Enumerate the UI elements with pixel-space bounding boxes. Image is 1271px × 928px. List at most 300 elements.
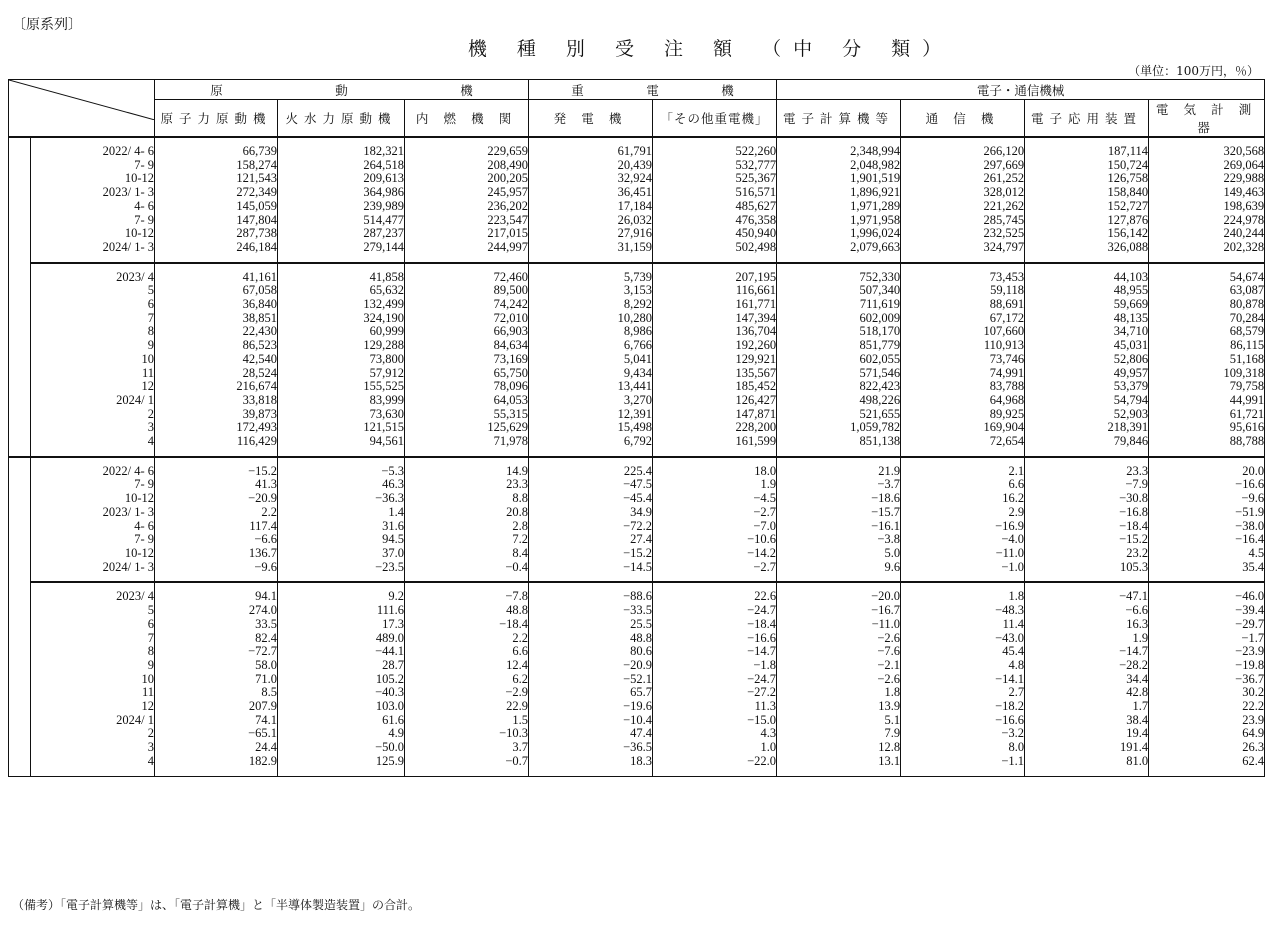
value-cell: 54,674 xyxy=(1149,271,1265,285)
value-cell: 79,846 xyxy=(1025,435,1149,449)
value-cell: −2.1 xyxy=(777,659,901,673)
side-label xyxy=(32,631,46,775)
value-cell: 147,871 xyxy=(653,408,777,422)
value-cell: 158,840 xyxy=(1025,186,1149,200)
value-cell: −72.7 xyxy=(155,645,278,659)
value-cell: 324,797 xyxy=(901,241,1025,255)
period-cell: 2022/ 4- 6 xyxy=(48,465,155,479)
period-cell: 2024/ 1- 3 xyxy=(48,241,155,255)
value-cell: 269,064 xyxy=(1149,159,1265,173)
value-cell: 22,430 xyxy=(155,325,278,339)
value-cell: 31.6 xyxy=(278,520,405,534)
value-cell: 225.4 xyxy=(529,465,653,479)
value-cell: 73,453 xyxy=(901,271,1025,285)
value-cell: −0.7 xyxy=(405,755,529,769)
value-cell: 822,423 xyxy=(777,380,901,394)
value-cell: 320,568 xyxy=(1149,145,1265,159)
side-label xyxy=(16,228,23,272)
value-cell: −48.3 xyxy=(901,604,1025,618)
value-cell: −11.0 xyxy=(901,547,1025,561)
period-cell: 7- 9 xyxy=(48,478,155,492)
value-cell: 521,655 xyxy=(777,408,901,422)
value-cell: 126,427 xyxy=(653,394,777,408)
value-cell: 64,053 xyxy=(405,394,529,408)
value-cell: 274.0 xyxy=(155,604,278,618)
value-cell: 72,010 xyxy=(405,312,529,326)
value-cell: 182.9 xyxy=(155,755,278,769)
table-row xyxy=(9,271,1265,285)
value-cell: 602,055 xyxy=(777,353,901,367)
value-cell: 272,349 xyxy=(155,186,278,200)
value-cell: 45.4 xyxy=(901,645,1025,659)
period-cell: 5 xyxy=(48,284,155,298)
value-cell: 66,903 xyxy=(405,325,529,339)
value-cell: 2,048,982 xyxy=(777,159,901,173)
value-cell: 711,619 xyxy=(777,298,901,312)
value-cell: −16.4 xyxy=(1149,533,1265,547)
value-cell: 26,032 xyxy=(529,214,653,228)
table-row xyxy=(9,659,1265,673)
period-cell: 8 xyxy=(48,325,155,339)
group-header-heavy-electric: 重 電 機 xyxy=(529,80,777,100)
value-cell: 1,059,782 xyxy=(777,421,901,435)
value-cell: 450,940 xyxy=(653,227,777,241)
value-cell: −2.6 xyxy=(777,673,901,687)
value-cell: 11.4 xyxy=(901,618,1025,632)
value-cell: 34.4 xyxy=(1025,673,1149,687)
value-cell: 110,913 xyxy=(901,339,1025,353)
table-row xyxy=(9,353,1265,367)
value-cell: 136,704 xyxy=(653,325,777,339)
value-cell: 218,391 xyxy=(1025,421,1149,435)
value-cell: 46.3 xyxy=(278,478,405,492)
value-cell: 26.3 xyxy=(1149,741,1265,755)
value-cell: 73,169 xyxy=(405,353,529,367)
value-cell: 8,986 xyxy=(529,325,653,339)
value-cell: 228,200 xyxy=(653,421,777,435)
value-cell: 602,009 xyxy=(777,312,901,326)
value-cell: 502,498 xyxy=(653,241,777,255)
value-cell: 60,999 xyxy=(278,325,405,339)
value-cell: 185,452 xyxy=(653,380,777,394)
value-cell: 182,321 xyxy=(278,145,405,159)
value-cell: 2.7 xyxy=(901,686,1025,700)
value-cell: 240,244 xyxy=(1149,227,1265,241)
value-cell: −16.1 xyxy=(777,520,901,534)
value-cell: 61,721 xyxy=(1149,408,1265,422)
value-cell: 20.8 xyxy=(405,506,529,520)
value-cell: 17,184 xyxy=(529,200,653,214)
value-cell: 121,515 xyxy=(278,421,405,435)
value-cell: −14.7 xyxy=(1025,645,1149,659)
value-cell: −7.8 xyxy=(405,590,529,604)
value-cell: 1,971,289 xyxy=(777,200,901,214)
period-cell: 12 xyxy=(48,700,155,714)
value-cell: −36.3 xyxy=(278,492,405,506)
value-cell: 507,340 xyxy=(777,284,901,298)
value-cell: 232,525 xyxy=(901,227,1025,241)
table-row xyxy=(9,755,1265,769)
value-cell: 5,041 xyxy=(529,353,653,367)
value-cell: 324,190 xyxy=(278,312,405,326)
value-cell: 498,226 xyxy=(777,394,901,408)
value-cell: 121,543 xyxy=(155,172,278,186)
col-header-applied-electronics: 電子応用装置 xyxy=(1025,100,1149,138)
value-cell: 34,710 xyxy=(1025,325,1149,339)
value-cell: 518,170 xyxy=(777,325,901,339)
value-cell: 17.3 xyxy=(278,618,405,632)
value-cell: 489.0 xyxy=(278,632,405,646)
table-row xyxy=(9,533,1265,547)
value-cell: 13.1 xyxy=(777,755,901,769)
value-cell: 51,168 xyxy=(1149,353,1265,367)
value-cell: 67,172 xyxy=(901,312,1025,326)
value-cell: 209,613 xyxy=(278,172,405,186)
value-cell: 94.5 xyxy=(278,533,405,547)
footnote: （備考）「電子計算機等」は、「電子計算機」と「半導体製造装置」の合計。 xyxy=(12,898,421,912)
value-cell: 229,988 xyxy=(1149,172,1265,186)
value-cell: 107,660 xyxy=(901,325,1025,339)
value-cell: −51.9 xyxy=(1149,506,1265,520)
value-cell: 2,079,663 xyxy=(777,241,901,255)
period-cell: 11 xyxy=(48,686,155,700)
value-cell: 287,738 xyxy=(155,227,278,241)
value-cell: 80,878 xyxy=(1149,298,1265,312)
value-cell: −9.6 xyxy=(1149,492,1265,506)
value-cell: −9.6 xyxy=(155,561,278,575)
value-cell: 3.7 xyxy=(405,741,529,755)
value-cell: 1.0 xyxy=(653,741,777,755)
page-title: 機 種 別 受 注 額 （中 分 類） xyxy=(467,38,954,60)
value-cell: 67,058 xyxy=(155,284,278,298)
value-cell: 52,806 xyxy=(1025,353,1149,367)
value-cell: −23.9 xyxy=(1149,645,1265,659)
value-cell: 34.9 xyxy=(529,506,653,520)
value-cell: 38,851 xyxy=(155,312,278,326)
value-cell: −15.0 xyxy=(653,714,777,728)
value-cell: −47.5 xyxy=(529,478,653,492)
value-cell: 62.4 xyxy=(1149,755,1265,769)
value-cell: 74.1 xyxy=(155,714,278,728)
value-cell: 47.4 xyxy=(529,727,653,741)
value-cell: 48,135 xyxy=(1025,312,1149,326)
value-cell: 35.4 xyxy=(1149,561,1265,575)
value-cell: 216,674 xyxy=(155,380,278,394)
period-cell: 6 xyxy=(48,298,155,312)
value-cell: 28,524 xyxy=(155,367,278,381)
value-cell: 1.9 xyxy=(1025,632,1149,646)
value-cell: 16.2 xyxy=(901,492,1025,506)
table-row xyxy=(9,478,1265,492)
table-row xyxy=(9,325,1265,339)
value-cell: 109,318 xyxy=(1149,367,1265,381)
value-cell: 187,114 xyxy=(1025,145,1149,159)
value-cell: 198,639 xyxy=(1149,200,1265,214)
value-cell: 8.8 xyxy=(405,492,529,506)
value-cell: 20,439 xyxy=(529,159,653,173)
table-row xyxy=(9,673,1265,687)
value-cell: 8.5 xyxy=(155,686,278,700)
value-cell: 59,118 xyxy=(901,284,1025,298)
value-cell: 12.4 xyxy=(405,659,529,673)
value-cell: 4.3 xyxy=(653,727,777,741)
value-cell: 246,184 xyxy=(155,241,278,255)
value-cell: 44,991 xyxy=(1149,394,1265,408)
value-cell: 18.0 xyxy=(653,465,777,479)
value-cell: −3.2 xyxy=(901,727,1025,741)
value-cell: −6.6 xyxy=(1025,604,1149,618)
value-cell: 72,654 xyxy=(901,435,1025,449)
value-cell: 485,627 xyxy=(653,200,777,214)
value-cell: 5,739 xyxy=(529,271,653,285)
value-cell: −15.7 xyxy=(777,506,901,520)
value-cell: 63,087 xyxy=(1149,284,1265,298)
value-cell: 55,315 xyxy=(405,408,529,422)
value-cell: −14.7 xyxy=(653,645,777,659)
period-cell: 2024/ 1 xyxy=(48,714,155,728)
value-cell: −18.2 xyxy=(901,700,1025,714)
value-cell: 32,924 xyxy=(529,172,653,186)
value-cell: −38.0 xyxy=(1149,520,1265,534)
value-cell: −0.4 xyxy=(405,561,529,575)
value-cell: −18.4 xyxy=(1025,520,1149,534)
value-cell: 25.5 xyxy=(529,618,653,632)
value-cell: −18.4 xyxy=(405,618,529,632)
value-cell: −23.5 xyxy=(278,561,405,575)
value-cell: 61,791 xyxy=(529,145,653,159)
value-cell: 285,745 xyxy=(901,214,1025,228)
value-cell: −50.0 xyxy=(278,741,405,755)
value-cell: 65,750 xyxy=(405,367,529,381)
value-cell: 73,800 xyxy=(278,353,405,367)
value-cell: −6.6 xyxy=(155,533,278,547)
value-cell: 851,138 xyxy=(777,435,901,449)
period-cell: 2023/ 1- 3 xyxy=(48,506,155,520)
group-header-motive: 原 動 機 xyxy=(155,80,529,100)
period-cell: 5 xyxy=(48,604,155,618)
table-row xyxy=(9,686,1265,700)
value-cell: −1.7 xyxy=(1149,632,1265,646)
value-cell: 229,659 xyxy=(405,145,529,159)
value-cell: 61.6 xyxy=(278,714,405,728)
diagonal-line xyxy=(9,80,155,120)
value-cell: 207,195 xyxy=(653,271,777,285)
value-cell: 38.4 xyxy=(1025,714,1149,728)
value-cell: 1.7 xyxy=(1025,700,1149,714)
value-cell: 264,518 xyxy=(278,159,405,173)
value-cell: −14.2 xyxy=(653,547,777,561)
value-cell: 74,242 xyxy=(405,298,529,312)
value-cell: 2.1 xyxy=(901,465,1025,479)
value-cell: 192,260 xyxy=(653,339,777,353)
value-cell: 5.0 xyxy=(777,547,901,561)
value-cell: −45.4 xyxy=(529,492,653,506)
table-row xyxy=(9,547,1265,561)
value-cell: 4.8 xyxy=(901,659,1025,673)
table-row xyxy=(9,506,1265,520)
col-header-thermal-hydro: 火水力原動機 xyxy=(278,100,405,138)
value-cell: 72,460 xyxy=(405,271,529,285)
value-cell: 48.8 xyxy=(529,632,653,646)
group-header-electronics: 電子・通信機械 xyxy=(777,80,1265,100)
value-cell: 525,367 xyxy=(653,172,777,186)
value-cell: −10.3 xyxy=(405,727,529,741)
value-cell: 23.3 xyxy=(405,478,529,492)
table-row xyxy=(9,561,1265,575)
table-row xyxy=(9,214,1265,228)
side-label xyxy=(32,506,46,582)
value-cell: 279,144 xyxy=(278,241,405,255)
value-cell: 3,153 xyxy=(529,284,653,298)
value-cell: −15.2 xyxy=(1025,533,1149,547)
value-cell: 59,669 xyxy=(1025,298,1149,312)
value-cell: −7.9 xyxy=(1025,478,1149,492)
value-cell: 80.6 xyxy=(529,645,653,659)
value-cell: 514,477 xyxy=(278,214,405,228)
value-cell: 103.0 xyxy=(278,700,405,714)
value-cell: 1.8 xyxy=(901,590,1025,604)
table-row xyxy=(9,408,1265,422)
value-cell: −30.8 xyxy=(1025,492,1149,506)
value-cell: 6.6 xyxy=(901,478,1025,492)
value-cell: 297,669 xyxy=(901,159,1025,173)
value-cell: 127,876 xyxy=(1025,214,1149,228)
value-cell: −88.6 xyxy=(529,590,653,604)
table-row xyxy=(9,714,1265,728)
table-row xyxy=(9,284,1265,298)
period-cell: 10 xyxy=(48,353,155,367)
value-cell: 129,921 xyxy=(653,353,777,367)
value-cell: 23.9 xyxy=(1149,714,1265,728)
value-cell: 41.3 xyxy=(155,478,278,492)
value-cell: 9,434 xyxy=(529,367,653,381)
value-cell: 58.0 xyxy=(155,659,278,673)
value-cell: −47.1 xyxy=(1025,590,1149,604)
table-row xyxy=(9,241,1265,255)
value-cell: 161,599 xyxy=(653,435,777,449)
table-row xyxy=(9,200,1265,214)
value-cell: 111.6 xyxy=(278,604,405,618)
value-cell: 152,727 xyxy=(1025,200,1149,214)
value-cell: −20.9 xyxy=(529,659,653,673)
period-cell: 4 xyxy=(48,755,155,769)
value-cell: −20.0 xyxy=(777,590,901,604)
period-cell: 10-12 xyxy=(48,547,155,561)
value-cell: 207.9 xyxy=(155,700,278,714)
value-cell: −5.3 xyxy=(278,465,405,479)
value-cell: 81.0 xyxy=(1025,755,1149,769)
value-cell: 57,912 xyxy=(278,367,405,381)
value-cell: 83,788 xyxy=(901,380,1025,394)
value-cell: 64.9 xyxy=(1149,727,1265,741)
value-cell: 53,379 xyxy=(1025,380,1149,394)
col-header-nuclear: 原子力原動機 xyxy=(155,100,278,138)
value-cell: −39.4 xyxy=(1149,604,1265,618)
table-row xyxy=(9,604,1265,618)
value-cell: 1,971,958 xyxy=(777,214,901,228)
value-cell: 136.7 xyxy=(155,547,278,561)
value-cell: 39,873 xyxy=(155,408,278,422)
value-cell: −1.8 xyxy=(653,659,777,673)
value-cell: 15,498 xyxy=(529,421,653,435)
side-label xyxy=(16,468,23,644)
value-cell: 44,103 xyxy=(1025,271,1149,285)
value-cell: −27.2 xyxy=(653,686,777,700)
value-cell: 2.8 xyxy=(405,520,529,534)
series-label: 〔原系列〕 xyxy=(12,17,82,33)
value-cell: 13.9 xyxy=(777,700,901,714)
period-cell: 9 xyxy=(48,339,155,353)
period-cell: 7 xyxy=(48,312,155,326)
value-cell: 14.9 xyxy=(405,465,529,479)
value-cell: 516,571 xyxy=(653,186,777,200)
value-cell: 49,957 xyxy=(1025,367,1149,381)
value-cell: −36.7 xyxy=(1149,673,1265,687)
value-cell: 147,394 xyxy=(653,312,777,326)
period-cell: 2023/ 4 xyxy=(48,271,155,285)
table-row xyxy=(9,700,1265,714)
value-cell: 11.3 xyxy=(653,700,777,714)
value-cell: 31,159 xyxy=(529,241,653,255)
value-cell: 82.4 xyxy=(155,632,278,646)
value-cell: −40.3 xyxy=(278,686,405,700)
value-cell: 245,957 xyxy=(405,186,529,200)
value-cell: 364,986 xyxy=(278,186,405,200)
value-cell: 48.8 xyxy=(405,604,529,618)
value-cell: −52.1 xyxy=(529,673,653,687)
value-cell: −7.6 xyxy=(777,645,901,659)
value-cell: −19.8 xyxy=(1149,659,1265,673)
value-cell: −7.0 xyxy=(653,520,777,534)
value-cell: 105.2 xyxy=(278,673,405,687)
value-cell: 28.7 xyxy=(278,659,405,673)
value-cell: −2.6 xyxy=(777,632,901,646)
value-cell: −16.6 xyxy=(1149,478,1265,492)
value-cell: 33.5 xyxy=(155,618,278,632)
value-cell: −16.7 xyxy=(777,604,901,618)
value-cell: −18.6 xyxy=(777,492,901,506)
value-cell: 73,746 xyxy=(901,353,1025,367)
value-cell: 84,634 xyxy=(405,339,529,353)
period-cell: 7- 9 xyxy=(48,214,155,228)
value-cell: 41,858 xyxy=(278,271,405,285)
value-cell: 89,500 xyxy=(405,284,529,298)
period-cell: 10-12 xyxy=(48,227,155,241)
value-cell: 2.9 xyxy=(901,506,1025,520)
value-cell: 86,115 xyxy=(1149,339,1265,353)
period-cell: 2023/ 1- 3 xyxy=(48,186,155,200)
value-cell: −44.1 xyxy=(278,645,405,659)
period-cell: 9 xyxy=(48,659,155,673)
value-cell: 9.2 xyxy=(278,590,405,604)
value-cell: 236,202 xyxy=(405,200,529,214)
value-cell: 4.5 xyxy=(1149,547,1265,561)
value-cell: 287,237 xyxy=(278,227,405,241)
value-cell: 126,758 xyxy=(1025,172,1149,186)
value-cell: 1.5 xyxy=(405,714,529,728)
period-cell: 7- 9 xyxy=(48,533,155,547)
value-cell: 169,904 xyxy=(901,421,1025,435)
value-cell: 22.9 xyxy=(405,700,529,714)
period-cell: 3 xyxy=(48,421,155,435)
value-cell: 27,916 xyxy=(529,227,653,241)
corner-cell xyxy=(9,80,155,138)
value-cell: −10.6 xyxy=(653,533,777,547)
table-row xyxy=(9,645,1265,659)
value-cell: 6,792 xyxy=(529,435,653,449)
value-cell: −2.7 xyxy=(653,506,777,520)
side-label xyxy=(32,312,46,456)
